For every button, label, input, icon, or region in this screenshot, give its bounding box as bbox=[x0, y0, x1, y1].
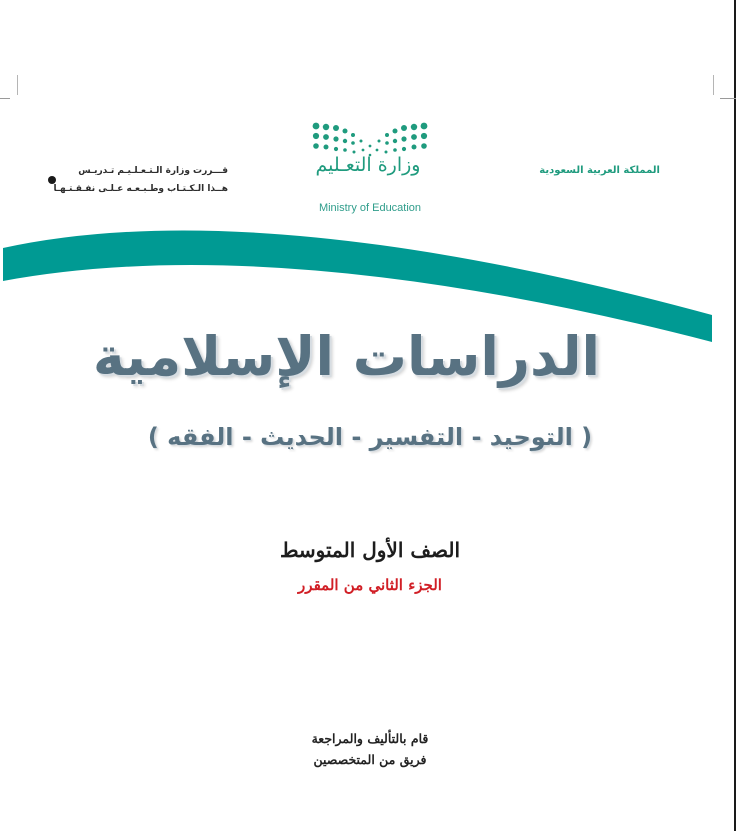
book-part: الجزء الثاني من المقرر bbox=[298, 576, 442, 594]
page-edge-border bbox=[734, 0, 736, 831]
crop-mark-top-left-horizontal bbox=[0, 98, 10, 99]
credits bbox=[220, 728, 520, 770]
approval-note-line-1: قـــررت وزارة الـتـعـلـيـم تـدريـس bbox=[78, 166, 228, 176]
grade-level: الصف الأول المتوسط bbox=[279, 538, 461, 562]
ministry-name-arabic: وزارة التعـليم bbox=[315, 154, 421, 176]
credits-line-2: فريق من المتخصصين bbox=[313, 752, 427, 767]
credits-line-1: قام بالتأليف والمراجعة bbox=[311, 731, 429, 746]
crop-mark-top-right-horizontal bbox=[720, 98, 736, 99]
book-title: الدراسات الإسلامية bbox=[92, 325, 600, 388]
approval-note-line-2: هــذا الـكـتـاب وطـبـعـه عـلـى نفـقـتـهـا bbox=[53, 184, 228, 194]
approval-note bbox=[53, 162, 228, 198]
kingdom-name: المملكة العربية السعودية bbox=[539, 165, 660, 176]
crop-mark-top-left-vertical bbox=[17, 75, 18, 95]
book-subtitle: ( التوحيد - التفسير - الحديث - الفقه ) bbox=[147, 423, 593, 451]
crop-mark-top-right-vertical bbox=[713, 75, 714, 95]
ministry-name-english: Ministry of Education bbox=[318, 202, 422, 214]
